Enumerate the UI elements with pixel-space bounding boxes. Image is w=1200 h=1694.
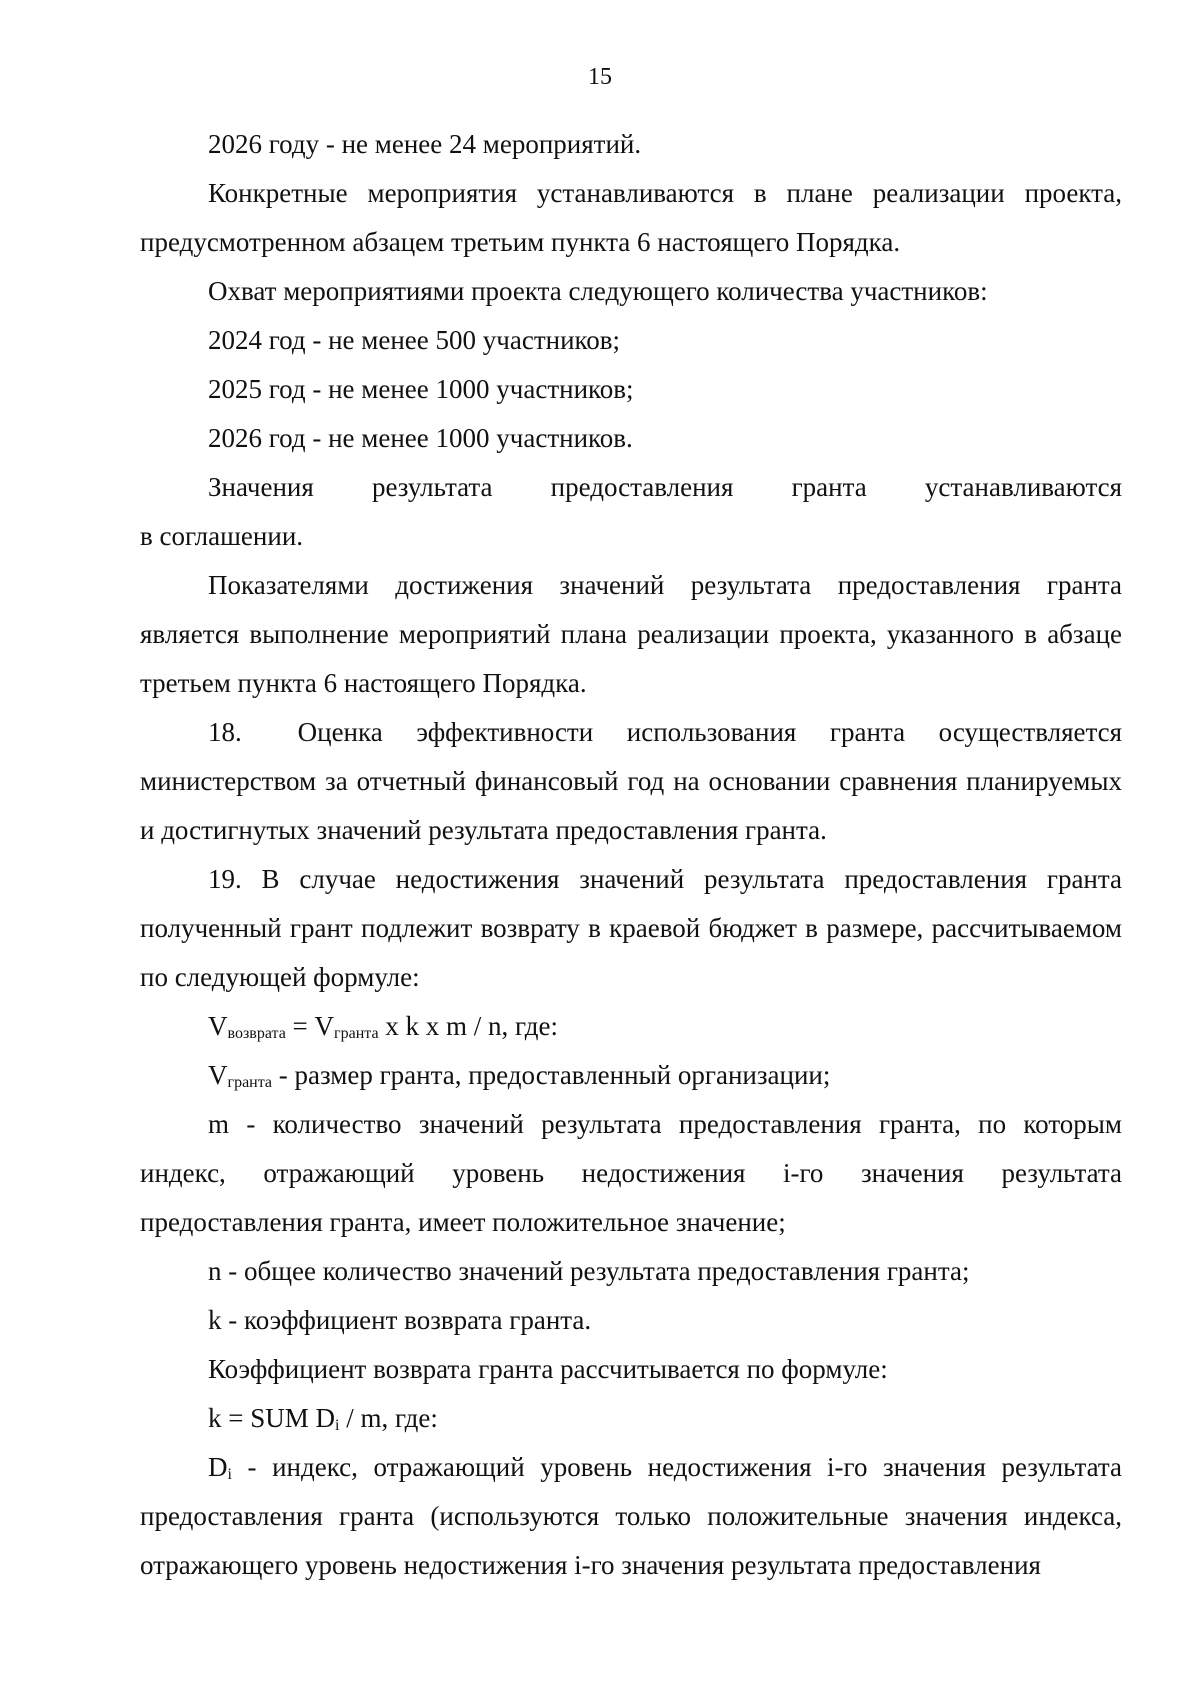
definition-m: m - количество значений результата предоставления гранта, по которым индекс, отражающий уровень недостижения i-го значения результата предоставления гранта, имеет положительное значение; bbox=[140, 1109, 1122, 1237]
clause-number-18: 18. bbox=[208, 717, 242, 747]
definition-di bbox=[140, 1443, 1122, 1590]
definition-sub-i: i bbox=[227, 1466, 232, 1483]
formula-eq-v: = V bbox=[285, 1011, 335, 1041]
formula-rest: x k x m / n, где: bbox=[378, 1011, 559, 1041]
page-number: 15 bbox=[588, 64, 612, 90]
formula-coefficient bbox=[140, 1394, 1122, 1443]
definition-var-v: V bbox=[208, 1060, 228, 1090]
definition-sub-granta: гранта bbox=[227, 1074, 273, 1091]
definition-v-text: - размер гранта, предоставленный организации; bbox=[272, 1060, 831, 1090]
definition-k: k - коэффициент возврата гранта. bbox=[208, 1305, 592, 1335]
formula-var-v: V bbox=[208, 1011, 228, 1041]
formula-refund bbox=[140, 1002, 1122, 1051]
formula-sub-vozvrata: возврата bbox=[227, 1025, 286, 1042]
paragraph-2024-participants: 2024 год - не менее 500 участников; bbox=[208, 325, 621, 355]
paragraph-2025-participants: 2025 год - не менее 1000 участников; bbox=[208, 374, 634, 404]
paragraph-specific-events: Конкретные мероприятия устанавливаются в плане реализации проекта, предусмотренном абзацем третьим пункта 6 настоящего Порядка. bbox=[140, 178, 1122, 257]
definition-di-text: - индекс, отражающий уровень недостижения i-го значения результата предоставления гранта (используются только положительные значения индекса, отражающего уровень недостижения i-го значения результата предоставления bbox=[140, 1452, 1122, 1580]
paragraph-2026-participants: 2026 год - не менее 1000 участников. bbox=[208, 423, 633, 453]
paragraph-18-evaluation bbox=[140, 708, 1122, 855]
formula-k-pre: k = SUM D bbox=[208, 1403, 335, 1433]
clause-18-text: Оценка эффективности использования гранта осуществляется министерством за отчетный финансовый год на основании сравнения планируемых и достигнутых значений результата предоставления гранта. bbox=[140, 717, 1122, 845]
document-body bbox=[140, 120, 1122, 1590]
paragraph-values-set-line1: Значения результата предоставления гранта устанавливаются bbox=[208, 472, 1122, 502]
formula-k-sub-i: i bbox=[335, 1417, 340, 1434]
paragraph-2026-events: 2026 году - не менее 24 мероприятий. bbox=[208, 129, 642, 159]
formula-k-post: / m, где: bbox=[339, 1403, 438, 1433]
definition-v-granta bbox=[140, 1051, 1122, 1100]
paragraph-values-set-line2: в соглашении. bbox=[140, 521, 304, 551]
formula-sub-granta: гранта bbox=[334, 1025, 379, 1042]
paragraph-indicators: Показателями достижения значений результата предоставления гранта является выполнение мероприятий плана реализации проекта, указанного в абзаце третьем пункта 6 настоящего Порядка. bbox=[140, 570, 1122, 698]
paragraph-19-refund: 19. В случае недостижения значений результата предоставления гранта полученный грант подлежит возврату в краевой бюджет в размере, рассчитываемом по следующей формуле: bbox=[140, 864, 1122, 992]
definition-var-d: D bbox=[208, 1452, 228, 1482]
paragraph-coefficient-formula-intro: Коэффициент возврата гранта рассчитывается по формуле: bbox=[208, 1354, 888, 1384]
definition-n: n - общее количество значений результата предоставления гранта; bbox=[208, 1256, 970, 1286]
paragraph-coverage-intro: Охват мероприятиями проекта следующего количества участников: bbox=[208, 276, 988, 306]
